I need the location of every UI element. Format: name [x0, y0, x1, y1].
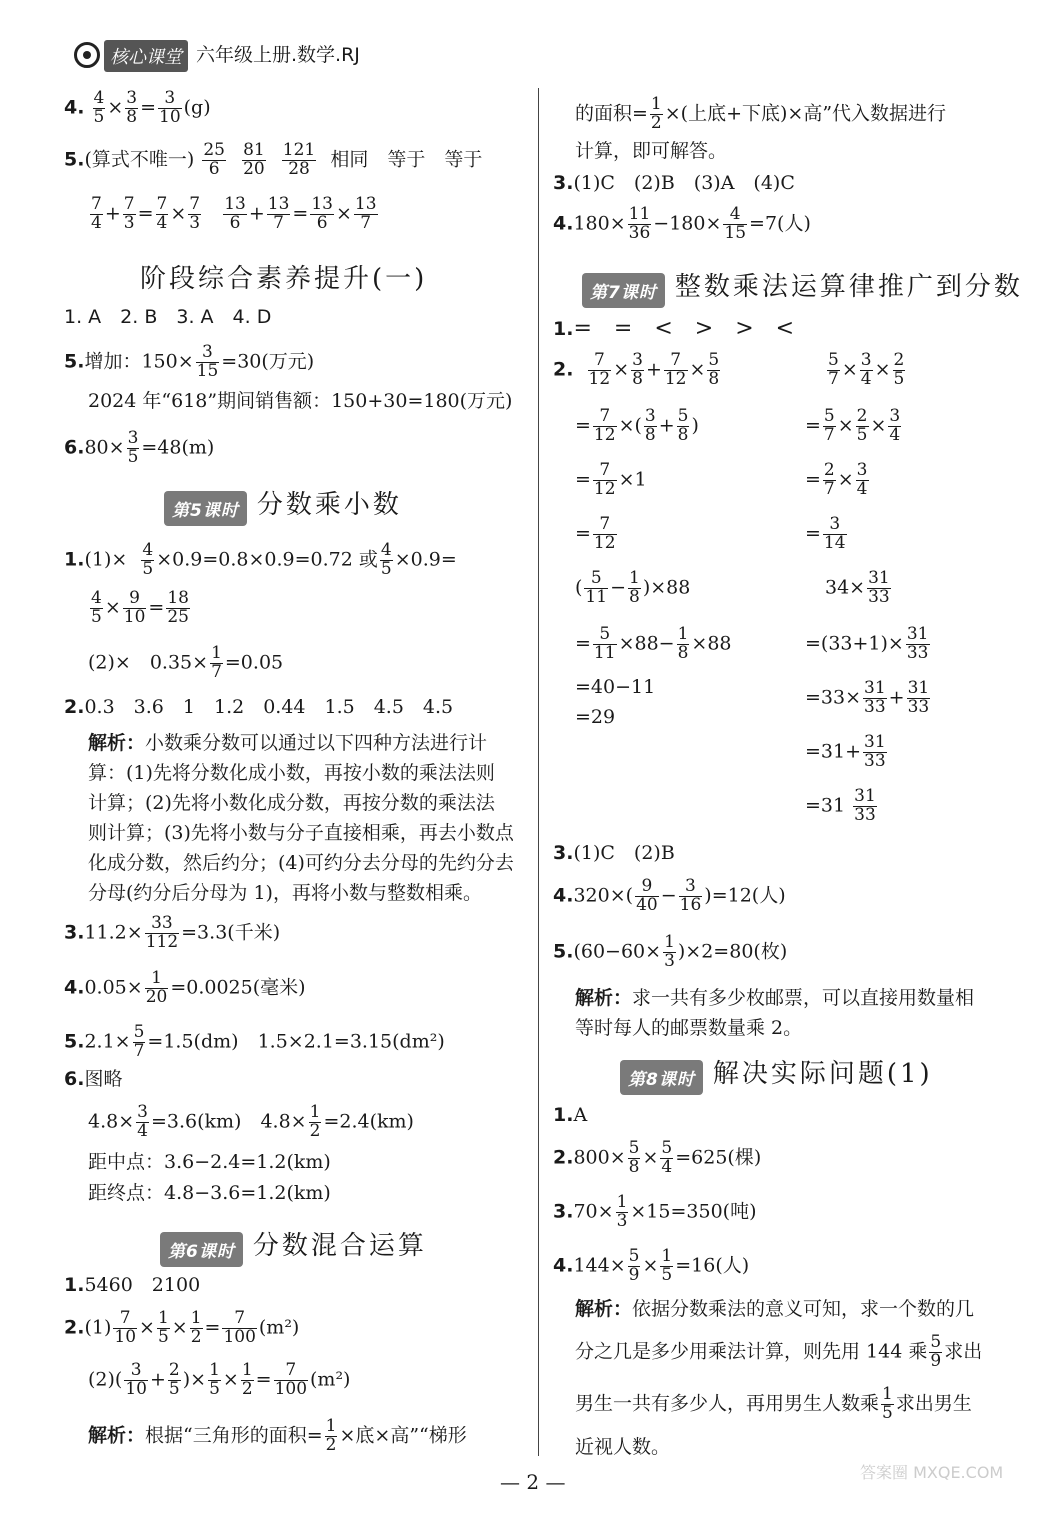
lesson6-heading: 第6课时 分数混合运算 — [160, 1225, 427, 1267]
l7-analysis: 解析：求一共有多少枚邮票，可以直接用数量相 等时每人的邮票数量乘 2。 — [575, 987, 975, 1039]
l7-q2-c1: = $\frac{5}{11}$ ×88− $\frac{1}{8}$ ×88 — [575, 624, 732, 663]
lesson6-badge: 第6课时 — [160, 1232, 243, 1267]
lesson5-badge: 第5课时 — [164, 491, 247, 526]
l6-analysis: 解析：根据“三角形的面积= $\frac{1}{2}$ ×底×高”“梯形 — [88, 1416, 467, 1455]
l7-q4: 4.320×( $\frac{9}{40}$ − $\frac{3}{16}$ )=12(人) — [553, 876, 786, 915]
l7-q2-d4: =31 $\frac{31}{33}$ — [805, 786, 876, 825]
l7-q2-c: ( $\frac{5}{11}$ − $\frac{1}{8}$ )×88 — [575, 568, 691, 607]
l7-q3: 3.(1)C (2)B — [553, 842, 675, 864]
l8-q2: 2.800× $\frac{5}{8}$ × $\frac{5}{4}$ =625(棵) — [553, 1138, 762, 1177]
lesson8-heading: 第8课时 解决实际问题(1) — [620, 1053, 933, 1095]
l7-q2-step1: = $\frac{7}{12}$ ×( $\frac{3}{8}$ + $\frac{5}{8}$ ) — [575, 406, 699, 445]
lesson5-heading: 第5课时 分数乘小数 — [164, 484, 402, 526]
r-q3: 3.(1)C (2)B (3)A (4)C — [553, 172, 795, 194]
l7-q2-b: $\frac{5}{7}$ × $\frac{3}{4}$ × $\frac{2}{5}$ — [828, 350, 905, 389]
l7-q2-c2: =40−11 — [575, 676, 656, 698]
stage-q5b: 2024 年“618”期间销售额：150+30=180(万元) — [88, 390, 513, 412]
l7-q2-step2: = $\frac{7}{12}$ ×1 — [575, 460, 647, 499]
r-cont-a: 的面积= $\frac{1}{2}$ ×(上底+下底)×高”代入数据进行 — [575, 94, 947, 133]
l6-q1: 1.5460 2100 — [64, 1274, 201, 1296]
l7-q2-d2: =33× $\frac{31}{33}$ + $\frac{31}{33}$ — [805, 678, 930, 717]
page-number: — 2 — — [500, 1470, 566, 1494]
l5-q3: 3.11.2× $\frac{33}{112}$ =3.3(千米) — [64, 913, 281, 952]
lesson8-badge: 第8课时 — [620, 1060, 703, 1095]
book-title: 六年级上册.数学.RJ — [196, 44, 360, 66]
l5-q6: 6.图略 — [64, 1068, 123, 1090]
l6-q2a: 2.(1) $\frac{7}{10}$ × $\frac{1}{5}$ × $\frac{1}{2}$ = $\frac{7}{100}$ (m²) — [64, 1308, 300, 1347]
l5-q1a: 1.(1)× $\frac{4}{5}$ ×0.9=0.8×0.9=0.72 或 $\frac{4}{5}$ ×0.9= — [64, 540, 457, 579]
l5-q6c: 距终点：4.8−3.6=1.2(km) — [88, 1182, 331, 1204]
r-cont-c: 计算，即可解答。 — [575, 140, 728, 162]
l5-q5: 5.2.1× $\frac{5}{7}$ =1.5(dm) 1.5×2.1=3.15(dm²) — [64, 1022, 445, 1061]
l5-q6b: 距中点：3.6−2.4=1.2(km) — [88, 1151, 331, 1173]
stage-q1: 1. A 2. B 3. A 4. D — [64, 306, 272, 328]
l5-q2: 2.0.3 3.6 1 1.2 0.44 1.5 4.5 4.5 — [64, 696, 454, 718]
stage-q5: 5.增加：150× $\frac{3}{15}$ =30(万元) — [64, 342, 315, 381]
l7-q2-b2: = $\frac{2}{7}$ × $\frac{3}{4}$ — [805, 460, 868, 499]
lesson7-badge: 第7课时 — [582, 273, 665, 308]
l7-q2-c3: =29 — [575, 706, 616, 728]
l7-q2-b3: = $\frac{3}{14}$ — [805, 514, 846, 553]
l8-analysis-b: 分之几是多少用乘法计算，则先用 144 乘 $\frac{5}{9}$ 求出 — [575, 1332, 983, 1371]
l5-q1b: $\frac{4}{5}$ × $\frac{9}{10}$ = $\frac{18}{25}$ — [91, 588, 189, 627]
l5-q4: 4.0.05× $\frac{1}{20}$ =0.0025(毫米) — [64, 968, 306, 1007]
l8-analysis-c: 男生一共有多少人，再用男生人数乘 $\frac{1}{5}$ 求出男生 — [575, 1384, 972, 1423]
l8-q1: 1.A — [553, 1104, 588, 1126]
lesson7-heading: 第7课时 整数乘法运算律推广到分数 — [582, 266, 1023, 308]
l7-q2-step3: = $\frac{7}{12}$ — [575, 514, 616, 553]
l5-q6a: 4.8× $\frac{3}{4}$ =3.6(km) 4.8× $\frac{1}{2}$ =2.4(km) — [88, 1102, 414, 1141]
l8-analysis-d: 近视人数。 — [575, 1436, 671, 1458]
l7-q2-d: 34× $\frac{31}{33}$ — [825, 568, 890, 607]
l5-q1c: (2)× 0.35× $\frac{1}{7}$ =0.05 — [88, 643, 284, 682]
l8-analysis-a: 解析：依据分数乘法的意义可知，求一个数的几 — [575, 1298, 975, 1320]
l6-q2b: (2)( $\frac{3}{10}$ + $\frac{2}{5}$ )× $\frac{1}{5}$ × $\frac{1}{2}$ = $\frac{7}{100}$ (m²) — [88, 1360, 351, 1399]
l8-q4: 4.144× $\frac{5}{9}$ × $\frac{1}{5}$ =16(人) — [553, 1246, 750, 1285]
l7-q5: 5.(60−60× $\frac{1}{3}$ )×2=80(枚) — [553, 932, 788, 971]
stage-title: 阶段综合素养提升(一) — [140, 264, 428, 294]
left-q4: 4. $\frac{4}{5}$ × $\frac{3}{8}$ = $\frac{3}{10}$ (g) — [64, 88, 211, 127]
left-q5-line2: $\frac{7}{4}$ + $\frac{7}{3}$ = $\frac{7}{4}$ × $\frac{7}{3}$ $\frac{13}{6}$ + $\frac{13}{7}$ = $\frac{13}{6}$ × $\frac{13}{7}$ — [91, 194, 377, 233]
l7-q1: 1.= = < > > < — [553, 316, 795, 341]
l7-q2-left: 2. $\frac{7}{12}$ × $\frac{3}{8}$ + $\frac{7}{12}$ × $\frac{5}{8}$ — [553, 350, 720, 389]
left-q5: 5.(算式不唯一) $\frac{25}{6}$ $\frac{81}{20}$ $\frac{121}{28}$ 相同 等于 等于 — [64, 140, 483, 179]
l7-q2-d1: =(33+1)× $\frac{31}{33}$ — [805, 624, 929, 663]
l7-q2-d3: =31+ $\frac{31}{33}$ — [805, 732, 886, 771]
l5-analysis: 解析：小数乘分数可以通过以下四种方法进行计 算：(1)先将分数化成小数，再按小数的乘法法则 计算；(2)先将小数化成分数，再按分数的乘法法 则计算；(3)先将小数与分子直接相乘，再去小数点 化成分数，然后约分；(4)可约分去分母的先约分去 分母(约分后分母为 1)，再将小数与整数相乘。 — [88, 732, 514, 904]
logo-icon — [74, 42, 100, 68]
r-q4: 4.180× $\frac{11}{36}$ −180× $\frac{4}{15}$ =7(人) — [553, 204, 811, 243]
l8-q3: 3.70× $\frac{1}{3}$ ×15=350(吨) — [553, 1192, 757, 1231]
stage-q6: 6.80× $\frac{3}{5}$ =48(m) — [64, 428, 215, 467]
column-divider — [538, 88, 539, 1456]
logo: 核心课堂 — [104, 40, 188, 72]
watermark: 答案圈 MXQE.COM — [860, 1463, 1004, 1482]
l7-q2-b1: = $\frac{5}{7}$ × $\frac{2}{5}$ × $\frac{3}{4}$ — [805, 406, 901, 445]
